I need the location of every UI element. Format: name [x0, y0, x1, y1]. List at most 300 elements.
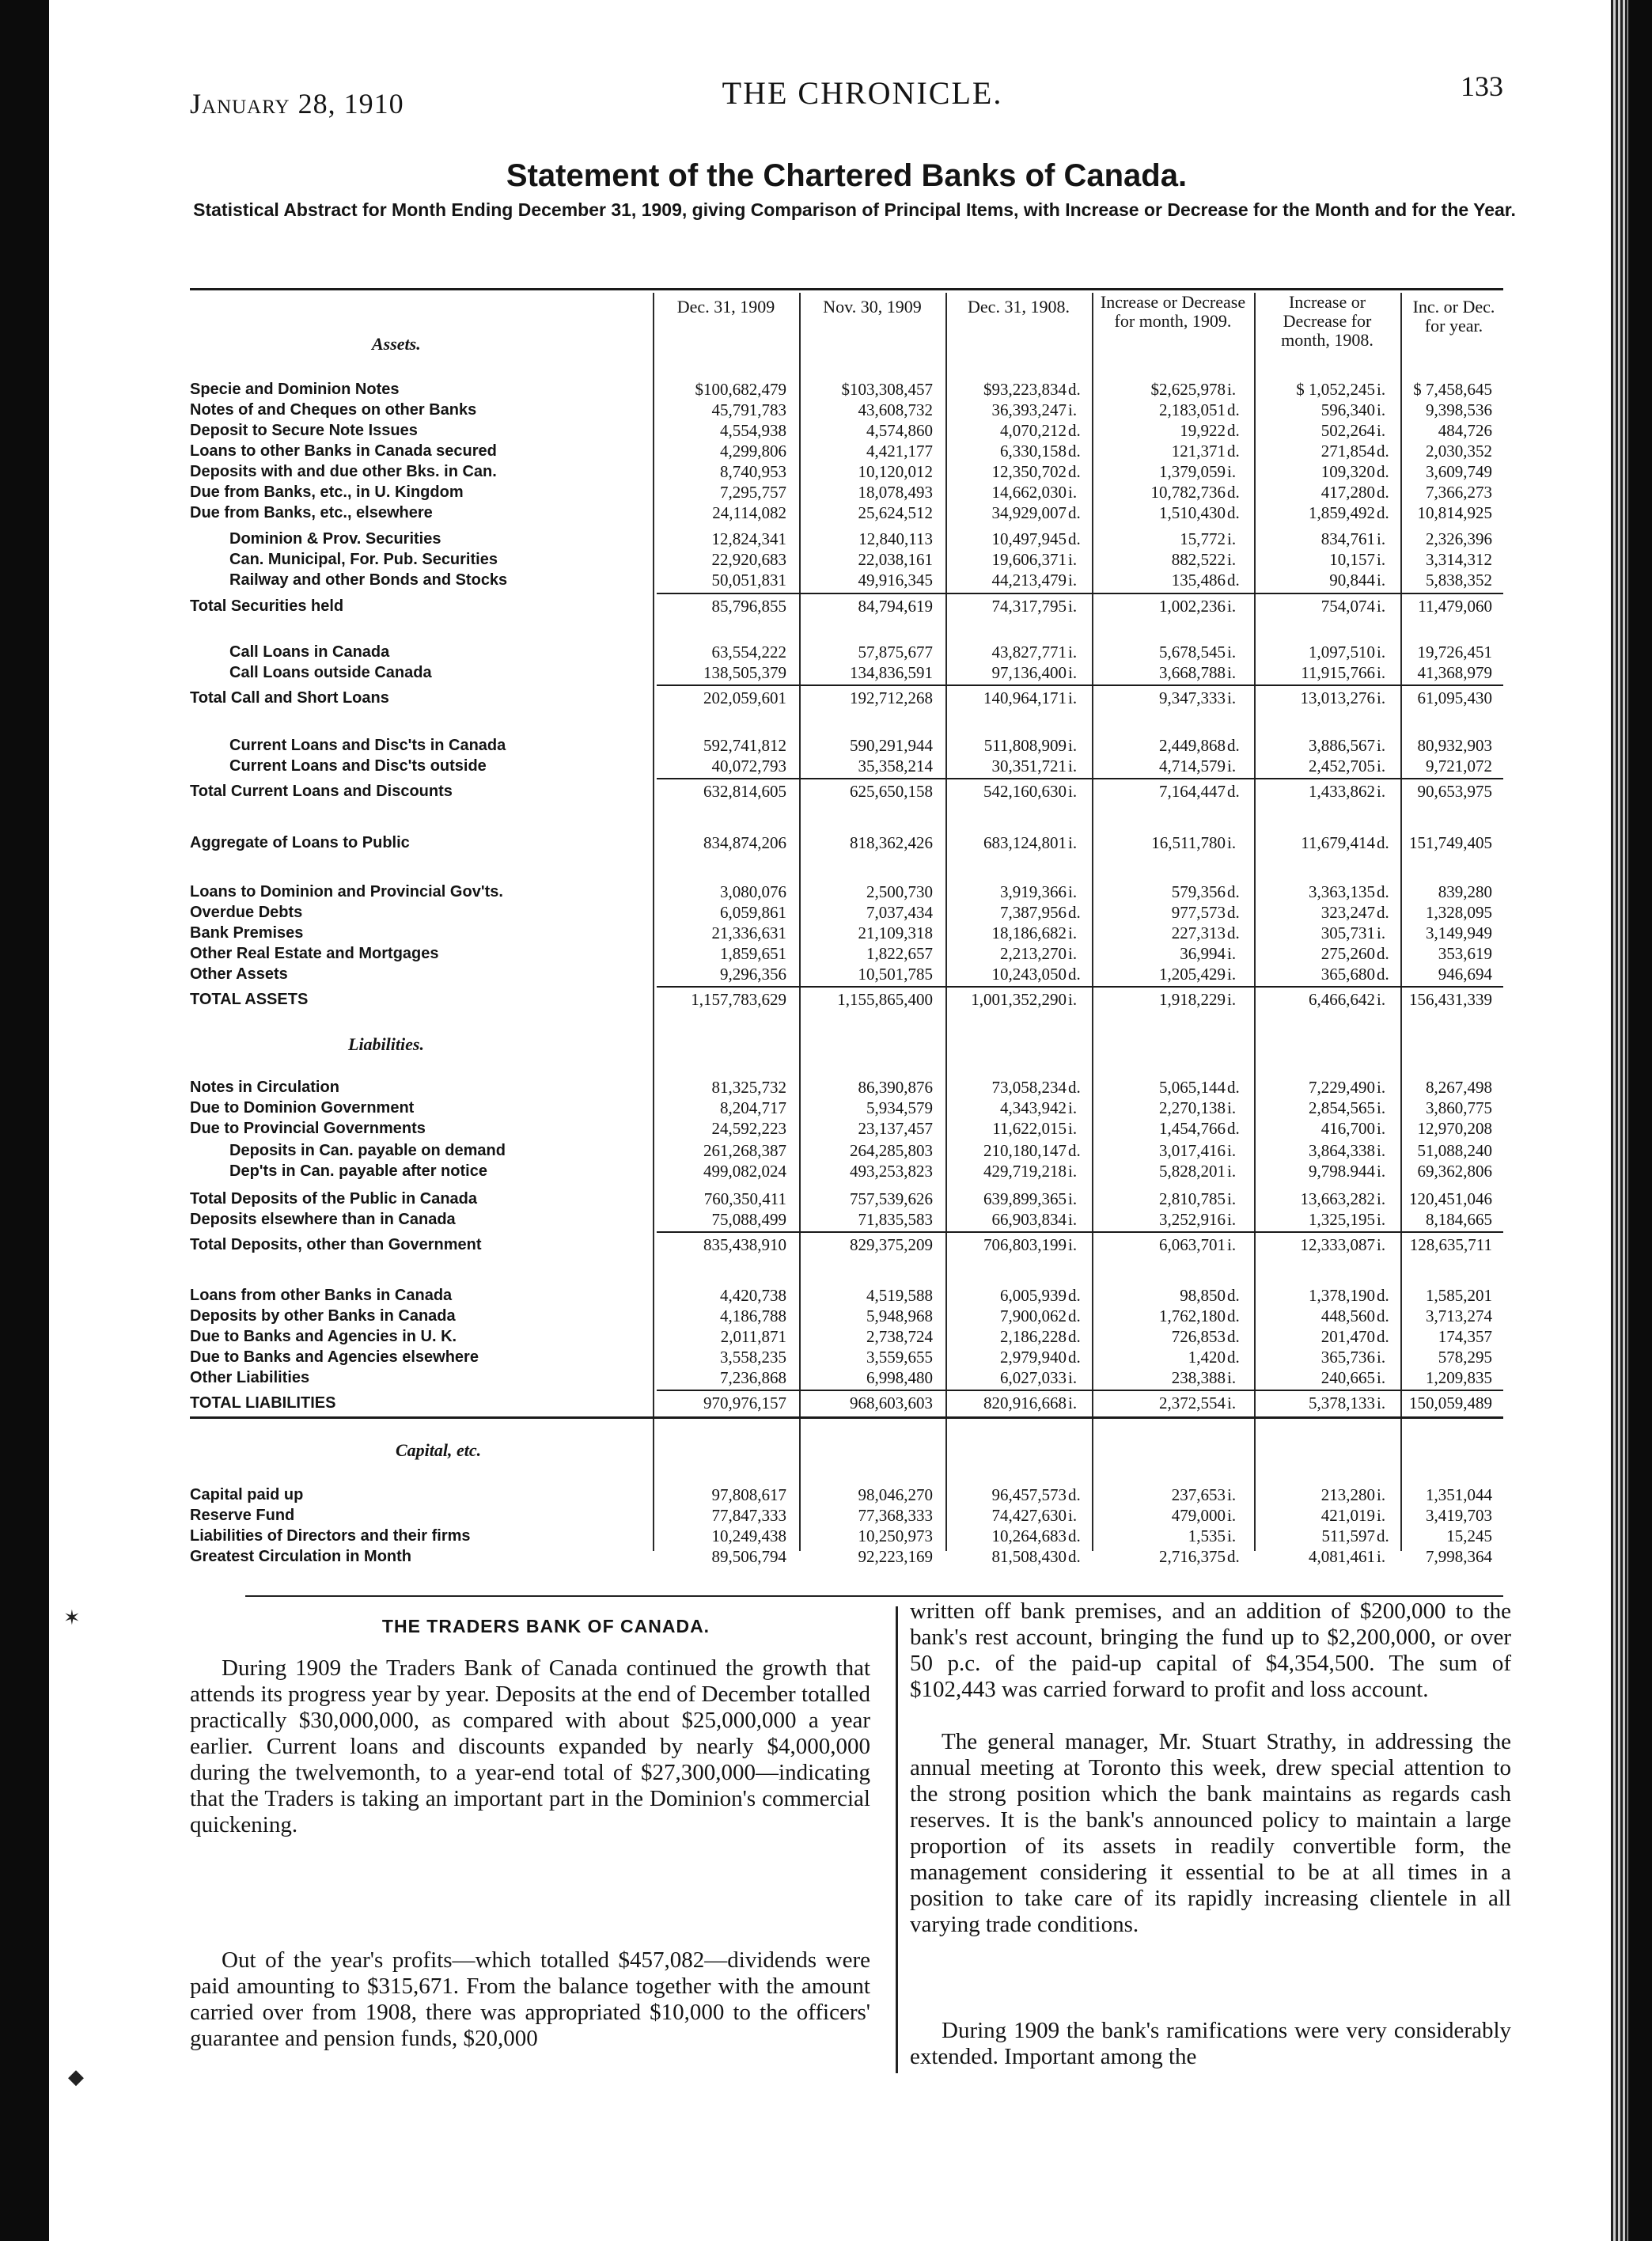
cell-value: 30,351,721 [991, 756, 1067, 775]
change-direction-flag: i. [1377, 1078, 1386, 1097]
cell-value: 2,326,396 [1426, 529, 1492, 548]
cell-value: 97,808,617 [711, 1485, 786, 1504]
cell-value: 74,317,795 [991, 597, 1067, 616]
cell-value: 5,678,545 [1159, 643, 1226, 662]
cell-value: 40,072,793 [711, 756, 786, 775]
cell-value: 6,005,939 [1000, 1286, 1067, 1305]
change-direction-flag: i. [1068, 688, 1078, 707]
cell-value: 416,700 [1320, 1119, 1375, 1138]
cell-value: 43,827,771 [991, 643, 1067, 662]
change-direction-flag: d. [1377, 944, 1389, 963]
change-direction-flag: i. [1068, 1394, 1078, 1412]
cell-value: 10,250,973 [858, 1526, 933, 1545]
cell-value: 479,000 [1171, 1506, 1226, 1525]
change-direction-flag: i. [1068, 782, 1078, 801]
cell-value: 43,608,732 [858, 400, 933, 419]
cell-value: 706,803,199 [983, 1235, 1067, 1254]
cell-value: 1,157,783,629 [691, 990, 786, 1009]
cell-value: 6,998,480 [866, 1368, 933, 1387]
cell-value: 7,998,364 [1426, 1547, 1492, 1566]
row-label: Dominion & Prov. Securities [229, 530, 441, 548]
row-label: Can. Municipal, For. Pub. Securities [229, 551, 498, 568]
cell-value: 97,136,400 [991, 663, 1067, 682]
cell-value: 7,366,273 [1426, 483, 1492, 502]
change-direction-flag: d. [1068, 1348, 1081, 1367]
cell-value: 213,280 [1320, 1485, 1375, 1504]
cell-value: 9,296,356 [720, 965, 786, 984]
change-direction-flag: i. [1377, 663, 1386, 682]
cell-value: 323,247 [1320, 903, 1375, 922]
row-label: Total Deposits, other than Government [190, 1236, 482, 1253]
change-direction-flag: i. [1068, 1189, 1078, 1208]
change-direction-flag: d. [1377, 1327, 1389, 1346]
change-direction-flag: i. [1227, 1141, 1237, 1160]
cell-value: 7,387,956 [1000, 903, 1067, 922]
cell-value: 151,749,405 [1409, 833, 1492, 852]
change-direction-flag: i. [1068, 1119, 1078, 1138]
cell-value: 1,155,865,400 [837, 990, 933, 1009]
change-direction-flag: i. [1227, 1210, 1237, 1229]
change-direction-flag: i. [1068, 1162, 1078, 1181]
change-direction-flag: d. [1227, 1286, 1240, 1305]
cell-value: 120,451,046 [1409, 1189, 1492, 1208]
cell-value: 2,372,554 [1159, 1394, 1226, 1412]
cell-value: 12,350,702 [991, 462, 1067, 481]
cell-value: 10,782,736 [1150, 483, 1226, 502]
cell-value: 2,186,228 [1000, 1327, 1067, 1346]
cell-value: 18,186,682 [991, 923, 1067, 942]
cell-value: 71,835,583 [858, 1210, 933, 1229]
change-direction-flag: d. [1227, 571, 1240, 590]
section-capital: Capital, etc. [396, 1440, 482, 1460]
cell-value: 1,420 [1188, 1348, 1226, 1367]
change-direction-flag: i. [1377, 1394, 1386, 1412]
cell-value: 1,535 [1188, 1526, 1226, 1545]
scan-left-edge [0, 0, 49, 2241]
cell-value: 41,368,979 [1417, 663, 1492, 682]
change-direction-flag: i. [1068, 643, 1078, 662]
table-top-rule [190, 288, 1503, 290]
cell-value: 8,184,665 [1426, 1210, 1492, 1229]
change-direction-flag: i. [1068, 400, 1078, 419]
cell-value: 3,864,338 [1309, 1141, 1375, 1160]
cell-value: 156,431,339 [1409, 990, 1492, 1009]
change-direction-flag: i. [1068, 990, 1078, 1009]
cell-value: 3,419,703 [1426, 1506, 1492, 1525]
row-label: Total Deposits of the Public in Canada [190, 1190, 477, 1208]
cell-value: 21,336,631 [711, 923, 786, 942]
cell-value: 596,340 [1320, 400, 1375, 419]
cell-value: 3,860,775 [1426, 1098, 1492, 1117]
change-direction-flag: i. [1377, 1547, 1386, 1566]
cell-value: 2,738,724 [866, 1327, 933, 1346]
cell-value: 4,519,588 [866, 1286, 933, 1305]
cell-value: $2,625,978 [1150, 380, 1226, 399]
cell-value: 2,452,705 [1309, 756, 1375, 775]
change-direction-flag: i. [1068, 483, 1078, 502]
cell-value: 1,585,201 [1426, 1286, 1492, 1305]
change-direction-flag: d. [1068, 1485, 1081, 1504]
change-direction-flag: i. [1227, 1098, 1237, 1117]
row-label: Aggregate of Loans to Public [190, 834, 410, 851]
cell-value: 511,808,909 [983, 736, 1067, 755]
scan-mark-icon: ✶ [63, 1606, 81, 1629]
cell-value: 5,378,133 [1309, 1394, 1375, 1412]
change-direction-flag: d. [1068, 1547, 1081, 1566]
cell-value: 968,603,603 [850, 1394, 933, 1412]
change-direction-flag: i. [1377, 421, 1386, 440]
publication-title: THE CHRONICLE. [722, 75, 1003, 111]
cell-value: 1,822,657 [866, 944, 933, 963]
scan-mark-icon: ◆ [68, 2065, 84, 2088]
change-direction-flag: i. [1377, 529, 1386, 548]
cell-value: 18,078,493 [858, 483, 933, 502]
cell-value: 8,204,717 [720, 1098, 786, 1117]
change-direction-flag: i. [1227, 688, 1237, 707]
row-label: Deposits by other Banks in Canada [190, 1307, 456, 1325]
cell-value: 201,470 [1320, 1327, 1375, 1346]
change-direction-flag: i. [1377, 1119, 1386, 1138]
change-direction-flag: d. [1227, 903, 1240, 922]
change-direction-flag: d. [1377, 903, 1389, 922]
cell-value: 24,114,082 [712, 503, 786, 522]
article-paragraph: Out of the year's profits—which totalled $457,082—dividends were paid amounting to $315,671. From the balance together with the amount carried over from 1908, there was appropriated $10,000 to the officers' guarantee and pension funds, $20,000 [190, 1947, 870, 2051]
change-direction-flag: i. [1227, 1485, 1237, 1504]
cell-value: 9,398,536 [1426, 400, 1492, 419]
cell-value: 590,291,944 [850, 736, 933, 755]
cell-value: 12,970,208 [1417, 1119, 1492, 1138]
change-direction-flag: d. [1227, 400, 1240, 419]
change-direction-flag: d. [1377, 442, 1389, 461]
cell-value: 2,810,785 [1159, 1189, 1226, 1208]
cell-value: 74,427,630 [991, 1506, 1067, 1525]
row-label: Total Current Loans and Discounts [190, 783, 453, 800]
change-direction-flag: i. [1377, 1235, 1386, 1254]
change-direction-flag: i. [1227, 1189, 1237, 1208]
change-direction-flag: i. [1377, 1348, 1386, 1367]
cell-value: 3,609,749 [1426, 462, 1492, 481]
cell-value: 305,731 [1320, 923, 1375, 942]
cell-value: 4,421,177 [866, 442, 933, 461]
cell-value: 417,280 [1320, 483, 1375, 502]
cell-value: 2,183,051 [1159, 400, 1226, 419]
change-direction-flag: d. [1377, 965, 1389, 984]
cell-value: 19,606,371 [991, 550, 1067, 569]
row-label: Due from Banks, etc., elsewhere [190, 504, 433, 521]
change-direction-flag: d. [1068, 380, 1081, 399]
cell-value: 238,388 [1171, 1368, 1226, 1387]
cell-value: 2,854,565 [1309, 1098, 1375, 1117]
cell-value: 2,449,868 [1159, 736, 1226, 755]
row-label: Due from Banks, etc., in U. Kingdom [190, 483, 464, 501]
change-direction-flag: d. [1227, 483, 1240, 502]
cell-value: 1,378,190 [1309, 1286, 1375, 1305]
row-label: Railway and other Bonds and Stocks [229, 571, 508, 589]
cell-value: 19,922 [1180, 421, 1226, 440]
cell-value: 140,964,171 [983, 688, 1067, 707]
cell-value: 227,313 [1171, 923, 1226, 942]
cell-value: 12,840,113 [858, 529, 933, 548]
article-paragraph: During 1909 the bank's ramifications were very considerably extended. Important among the [910, 2018, 1511, 2069]
statement-subheadline: Statistical Abstract for Month Ending December 31, 1909, giving Comparison of Principal Items, with Increase or Decrease for the Month and for the Year. [193, 199, 1516, 220]
cell-value: 51,088,240 [1417, 1141, 1492, 1160]
change-direction-flag: i. [1068, 597, 1078, 616]
cell-value: 6,059,861 [720, 903, 786, 922]
cell-value: 3,252,916 [1159, 1210, 1226, 1229]
scan-page-edges [1611, 0, 1628, 2241]
change-direction-flag: i. [1068, 923, 1078, 942]
change-direction-flag: i. [1377, 643, 1386, 662]
cell-value: 261,268,387 [703, 1141, 786, 1160]
total-rule [657, 684, 1503, 686]
change-direction-flag: i. [1377, 1098, 1386, 1117]
change-direction-flag: i. [1227, 756, 1237, 775]
cell-value: 7,164,447 [1159, 782, 1226, 801]
change-direction-flag: d. [1068, 1078, 1081, 1097]
cell-value: 135,486 [1171, 571, 1226, 590]
change-direction-flag: d. [1227, 923, 1240, 942]
cell-value: 2,213,270 [1000, 944, 1067, 963]
change-direction-flag: i. [1227, 1235, 1237, 1254]
bank-statement-table [190, 293, 1503, 1567]
cell-value: 202,059,601 [703, 688, 786, 707]
cell-value: 5,838,352 [1426, 571, 1492, 590]
change-direction-flag: i. [1377, 400, 1386, 419]
change-direction-flag: i. [1227, 643, 1237, 662]
cell-value: 63,554,222 [711, 643, 786, 662]
issue-date: January 28, 1910 [190, 88, 404, 119]
cell-value: 15,245 [1446, 1526, 1492, 1545]
change-direction-flag: d. [1068, 421, 1081, 440]
cell-value: 1,001,352,290 [971, 990, 1067, 1009]
cell-value: 1,918,229 [1159, 990, 1226, 1009]
cell-value: 98,850 [1180, 1286, 1226, 1305]
cell-value: 134,836,591 [850, 663, 933, 682]
cell-value: 4,343,942 [1000, 1098, 1067, 1117]
change-direction-flag: d. [1068, 1327, 1081, 1346]
liabilities-bottom-rule [190, 1416, 1503, 1419]
cell-value: 2,716,375 [1159, 1547, 1226, 1566]
cell-value: 6,330,158 [1000, 442, 1067, 461]
cell-value: 10,243,050 [991, 965, 1067, 984]
cell-value: 6,063,701 [1159, 1235, 1226, 1254]
cell-value: 1,762,180 [1159, 1306, 1226, 1325]
change-direction-flag: i. [1068, 882, 1078, 901]
cell-value: 86,390,876 [858, 1078, 933, 1097]
cell-value: 13,013,276 [1300, 688, 1375, 707]
cell-value: 4,420,738 [720, 1286, 786, 1305]
cell-value: 121,371 [1171, 442, 1226, 461]
row-label: Notes of and Cheques on other Banks [190, 401, 477, 419]
cell-value: 882,522 [1171, 550, 1226, 569]
change-direction-flag: i. [1377, 1189, 1386, 1208]
cell-value: 578,295 [1438, 1348, 1492, 1367]
change-direction-flag: i. [1227, 1162, 1237, 1181]
cell-value: 834,874,206 [703, 833, 786, 852]
cell-value: 7,236,868 [720, 1368, 786, 1387]
cell-value: 632,814,605 [703, 782, 786, 801]
change-direction-flag: i. [1377, 597, 1386, 616]
change-direction-flag: i. [1377, 1141, 1386, 1160]
change-direction-flag: d. [1227, 1327, 1240, 1346]
cell-value: 3,886,567 [1309, 736, 1375, 755]
row-label: Due to Dominion Government [190, 1099, 415, 1117]
cell-value: 760,350,411 [703, 1189, 786, 1208]
total-rule [657, 1231, 1503, 1233]
cell-value: 77,368,333 [858, 1506, 933, 1525]
cell-value: 14,662,030 [991, 483, 1067, 502]
total-rule [657, 1390, 1503, 1391]
cell-value: 22,920,683 [711, 550, 786, 569]
cell-value: 3,363,135 [1309, 882, 1375, 901]
cell-value: 1,379,059 [1159, 462, 1226, 481]
cell-value: $ 7,458,645 [1413, 380, 1492, 399]
cell-value: 7,037,434 [866, 903, 933, 922]
row-label: Reserve Fund [190, 1507, 295, 1524]
cell-value: 36,393,247 [991, 400, 1067, 419]
column-divider [1092, 293, 1093, 1551]
cell-value: 92,223,169 [858, 1547, 933, 1566]
cell-value: 49,916,345 [858, 571, 933, 590]
cell-value: 80,932,903 [1417, 736, 1492, 755]
row-label: Dep'ts in Can. payable after notice [229, 1162, 487, 1180]
change-direction-flag: i. [1227, 1526, 1237, 1545]
total-rule [657, 986, 1503, 988]
row-label: Notes in Circulation [190, 1079, 339, 1096]
change-direction-flag: d. [1377, 882, 1389, 901]
change-direction-flag: i. [1227, 550, 1237, 569]
change-direction-flag: d. [1227, 1306, 1240, 1325]
change-direction-flag: d. [1227, 1119, 1240, 1138]
cell-value: 3,558,235 [720, 1348, 786, 1367]
column-divider [1254, 293, 1256, 1551]
cell-value: 4,574,860 [866, 421, 933, 440]
change-direction-flag: i. [1377, 1368, 1386, 1387]
cell-value: 2,011,871 [720, 1327, 786, 1346]
cell-value: 81,508,430 [991, 1547, 1067, 1566]
cell-value: 24,592,223 [711, 1119, 786, 1138]
change-direction-flag: i. [1227, 1506, 1237, 1525]
row-label: Liabilities of Directors and their firms [190, 1527, 471, 1545]
cell-value: 429,719,218 [983, 1162, 1067, 1181]
change-direction-flag: i. [1068, 571, 1078, 590]
cell-value: 90,653,975 [1417, 782, 1492, 801]
cell-value: 128,635,711 [1409, 1235, 1492, 1254]
cell-value: 3,919,366 [1000, 882, 1067, 901]
page-number: 133 [1461, 70, 1503, 102]
cell-value: 10,157 [1329, 550, 1375, 569]
cell-value: 5,934,579 [866, 1098, 933, 1117]
row-label: TOTAL ASSETS [190, 991, 309, 1008]
change-direction-flag: i. [1068, 756, 1078, 775]
cell-value: 754,074 [1320, 597, 1375, 616]
row-label: Call Loans in Canada [229, 643, 390, 661]
cell-value: 16,511,780 [1151, 833, 1226, 852]
column-header-month-1909: Increase or Decrease for month, 1909. [1100, 292, 1246, 331]
change-direction-flag: d. [1227, 1078, 1240, 1097]
cell-value: 174,357 [1438, 1327, 1492, 1346]
change-direction-flag: d. [1227, 442, 1240, 461]
cell-value: 11,622,015 [992, 1119, 1067, 1138]
cell-value: 1,351,044 [1426, 1485, 1492, 1504]
cell-value: 1,205,429 [1159, 965, 1226, 984]
cell-value: 835,438,910 [703, 1235, 786, 1254]
running-head [190, 70, 1535, 117]
cell-value: 8,740,953 [720, 462, 786, 481]
cell-value: 4,299,806 [720, 442, 786, 461]
cell-value: $ 1,052,245 [1296, 380, 1375, 399]
cell-value: 6,466,642 [1309, 990, 1375, 1009]
row-label: Other Real Estate and Mortgages [190, 945, 439, 962]
change-direction-flag: i. [1377, 380, 1386, 399]
change-direction-flag: i. [1227, 1394, 1237, 1412]
cell-value: 57,875,677 [858, 643, 933, 662]
change-direction-flag: i. [1227, 1368, 1237, 1387]
cell-value: 11,679,414 [1301, 833, 1375, 852]
cell-value: 19,726,451 [1417, 643, 1492, 662]
change-direction-flag: i. [1227, 944, 1237, 963]
change-direction-flag: d. [1377, 462, 1389, 481]
cell-value: 50,051,831 [711, 571, 786, 590]
cell-value: 7,295,757 [720, 483, 786, 502]
cell-value: 5,948,968 [866, 1306, 933, 1325]
row-label: Specie and Dominion Notes [190, 381, 400, 398]
section-assets: Assets. [372, 334, 421, 354]
row-label: Other Liabilities [190, 1369, 310, 1386]
cell-value: 839,280 [1438, 882, 1492, 901]
row-label: Overdue Debts [190, 904, 303, 921]
cell-value: 421,019 [1320, 1506, 1375, 1525]
cell-value: 12,824,341 [711, 529, 786, 548]
row-label: Total Securities held [190, 597, 344, 615]
cell-value: 2,979,940 [1000, 1348, 1067, 1367]
cell-value: 493,253,823 [850, 1162, 933, 1181]
row-label: Other Assets [190, 965, 288, 983]
change-direction-flag: i. [1377, 571, 1386, 590]
cell-value: 10,264,683 [991, 1526, 1067, 1545]
cell-value: 240,665 [1320, 1368, 1375, 1387]
change-direction-flag: i. [1227, 833, 1237, 852]
cell-value: 10,249,438 [711, 1526, 786, 1545]
cell-value: 353,619 [1438, 944, 1492, 963]
cell-value: 1,433,862 [1309, 782, 1375, 801]
cell-value: 448,560 [1320, 1306, 1375, 1325]
column-header-month-1908: Increase or Decrease for month, 1908. [1281, 292, 1374, 350]
cell-value: 138,505,379 [703, 663, 786, 682]
cell-value: 25,624,512 [858, 503, 933, 522]
change-direction-flag: d. [1377, 1306, 1389, 1325]
total-rule [657, 778, 1503, 779]
cell-value: 98,046,270 [858, 1485, 933, 1504]
row-label: Capital paid up [190, 1486, 304, 1503]
cell-value: 90,844 [1329, 571, 1375, 590]
cell-value: 8,267,498 [1426, 1078, 1492, 1097]
change-direction-flag: i. [1068, 1368, 1078, 1387]
cell-value: 45,791,783 [711, 400, 786, 419]
change-direction-flag: i. [1377, 550, 1386, 569]
change-direction-flag: i. [1377, 1506, 1386, 1525]
change-direction-flag: i. [1377, 1485, 1386, 1504]
row-label: Deposits with and due other Bks. in Can. [190, 463, 497, 480]
cell-value: 89,506,794 [711, 1547, 786, 1566]
column-divider [945, 293, 947, 1551]
change-direction-flag: d. [1377, 1526, 1389, 1545]
change-direction-flag: d. [1068, 965, 1081, 984]
cell-value: 1,859,492 [1309, 503, 1375, 522]
column-divider [653, 293, 654, 1551]
cell-value: 69,362,806 [1417, 1162, 1492, 1181]
column-header-dec-1908: Dec. 31, 1908. [968, 297, 1070, 317]
